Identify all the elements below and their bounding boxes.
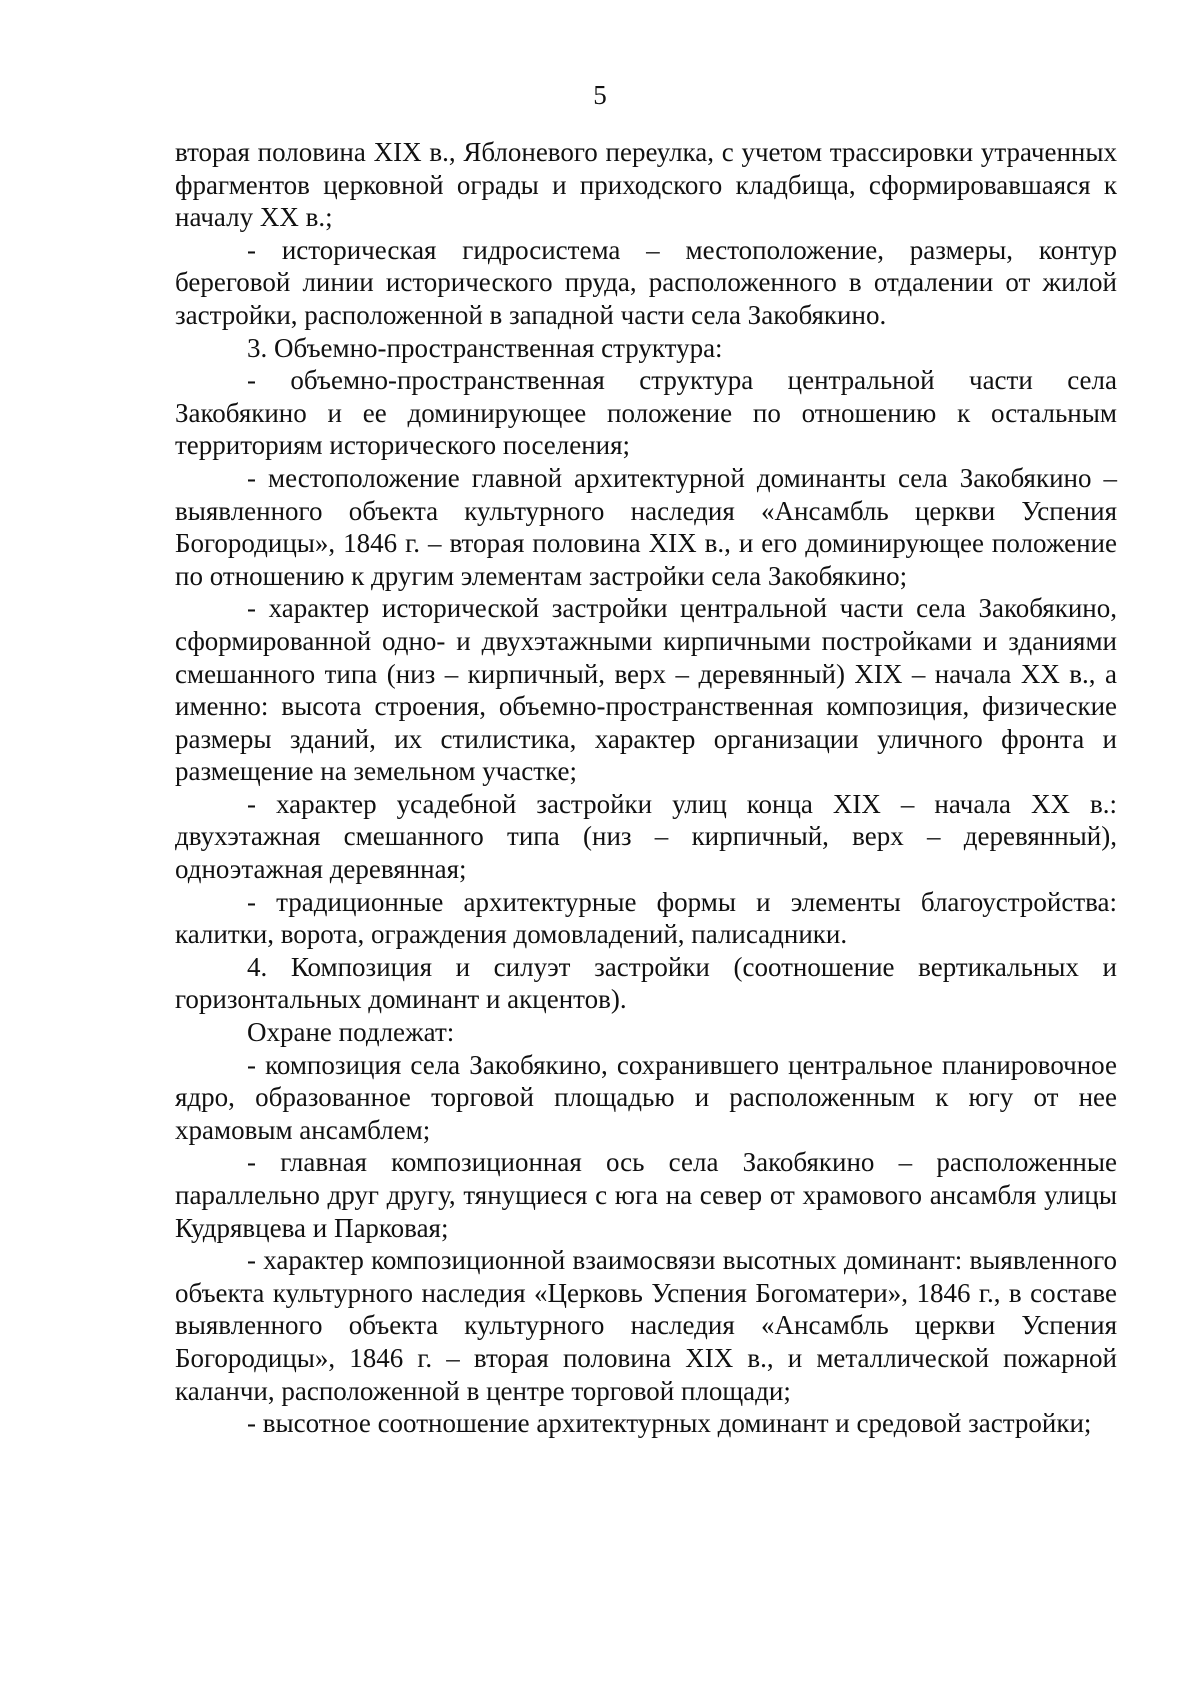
paragraph-manor-buildings: - характер усадебной застройки улиц конца XIX – начала XX в.: двухэтажная смешанного типа (низ – кирпичный, верх – деревянный), одноэтажная деревянная; <box>175 788 1117 885</box>
paragraph-historic-buildings: - характер исторической застройки центральной части села Закобякино, сформированной одно- и двухэтажными кирпичными постройками и зданиями смешанного типа (низ – кирпичный, верх – деревянный) XIX – начала XX в., а именно: высота строения, объемно-пространственная композиция, физические размеры зданий, их стилистика, характер организации уличного фронта и размещение на земельном участке; <box>175 593 1117 787</box>
document-body <box>175 136 1117 1440</box>
section-heading-volume-structure: 3. Объемно-пространственная структура: <box>247 332 723 363</box>
paragraph-dominants-relation: - характер композиционной взаимосвязи высотных доминант: выявленного объекта культурного наследия «Церковь Успения Богоматери», 1846 г., в составе выявленного объекта культурного наследия «Ансамбль церкви Успения Богородицы», 1846 г. – вторая половина XIX в., и металлической пожарной каланчи, расположенной в центре торговой площади; <box>175 1245 1117 1406</box>
paragraph-main-axis: - главная композиционная ось села Закобякино – расположенные параллельно друг другу, тянущиеся с юга на север от храмового ансамбля улицы Кудрявцева и Парковая; <box>175 1147 1117 1243</box>
paragraph-hydrosystem: - историческая гидросистема – местоположение, размеры, контур береговой линии исторического пруда, расположенного в отдалении от жилой застройки, расположенной в западной части села Закобякино. <box>175 234 1117 330</box>
paragraph-traditional-forms: - традиционные архитектурные формы и элементы благоустройства: калитки, ворота, ограждения домовладений, палисадники. <box>175 886 1117 950</box>
paragraph-village-composition: - композиция села Закобякино, сохранившего центральное планировочное ядро, образованное торговой площадью и расположенным к югу от нее храмовым ансамблем; <box>175 1049 1117 1145</box>
paragraph-main-dominant: - местоположение главной архитектурной доминанты села Закобякино – выявленного объекта культурного наследия «Ансамбль церкви Успения Богородицы», 1846 г. – вторая половина XIX в., и его доминирующее положение по отношению к другим элементам застройки села Закобякино; <box>175 462 1117 591</box>
paragraph-height-ratio: - высотное соотношение архитектурных доминант и средовой застройки; <box>247 1408 1092 1439</box>
section-heading-composition: 4. Композиция и силуэт застройки (соотношение вертикальных и горизонтальных доминант и акцентов). <box>175 951 1117 1015</box>
page-number: 5 <box>593 80 607 110</box>
paragraph-central-structure: - объемно-пространственная структура центральной части села Закобякино и ее доминирующее положение по отношению к остальным территориям исторического поселения; <box>175 365 1117 461</box>
paragraph-continuation: вторая половина XIX в., Яблоневого переулка, с учетом трассировки утраченных фрагментов церковной ограды и приходского кладбища, сформировавшаяся к началу XX в.; <box>175 137 1117 233</box>
paragraph-protection-heading: Охране подлежат: <box>247 1017 455 1048</box>
